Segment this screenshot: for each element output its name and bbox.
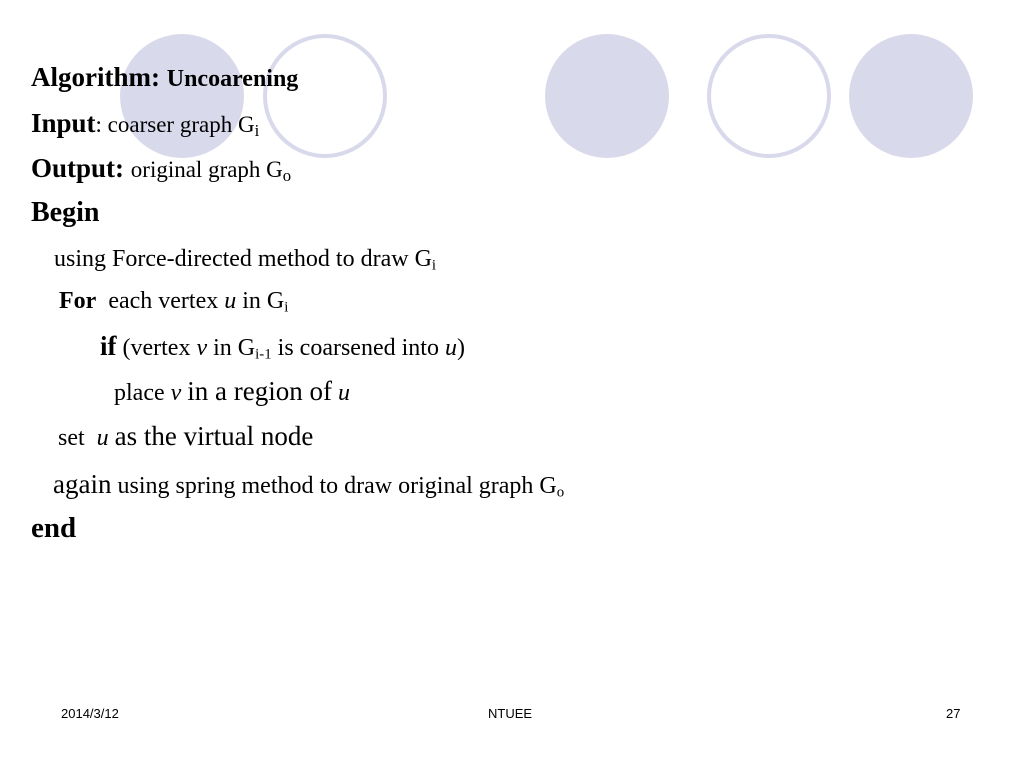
using-line (54, 246, 437, 274)
if-pre: (vertex (122, 335, 191, 361)
input-subscript: i (254, 121, 260, 141)
if-mid2: is coarsened into (277, 335, 439, 361)
again-text: using spring method to draw original graph G (117, 473, 557, 499)
for-post: in G (242, 288, 285, 314)
end-keyword: end (31, 512, 77, 544)
decor-ring-4 (707, 34, 831, 158)
again-line (53, 469, 565, 501)
decor-circle-3 (545, 34, 669, 158)
begin-keyword: Begin (31, 197, 100, 228)
using-subscript: i (431, 257, 437, 274)
algorithm-keyword: Algorithm: (31, 62, 160, 92)
output-line (31, 153, 292, 186)
using-text: using Force-directed method to draw G (54, 246, 432, 272)
set-var: u (96, 425, 109, 451)
set-pre: set (58, 425, 85, 451)
input-text: : coarser graph G (95, 112, 255, 137)
set-line (58, 423, 313, 450)
place-big: in a region of (187, 376, 332, 406)
for-pre: each vertex (108, 288, 219, 314)
place-pre: place (114, 380, 165, 406)
for-var: u (224, 288, 237, 314)
for-subscript: i (284, 299, 289, 316)
if-line (100, 331, 465, 363)
for-keyword: For (59, 288, 97, 314)
decor-circle-1 (120, 34, 244, 158)
for-line (59, 288, 289, 316)
if-var2: u (444, 335, 457, 361)
output-subscript: o (282, 166, 292, 186)
again-subscript: o (556, 484, 565, 501)
if-keyword: if (100, 331, 117, 361)
if-var1: v (196, 335, 208, 361)
if-mid1: in G (213, 335, 256, 361)
footer-center: NTUEE (488, 706, 533, 721)
output-keyword: Output: (31, 153, 125, 183)
page-number: 27 (946, 706, 961, 721)
input-line (31, 108, 260, 141)
output-text: original graph G (130, 157, 283, 182)
place-line (114, 378, 350, 405)
decor-circle-5 (849, 34, 973, 158)
again-big: again (53, 469, 112, 499)
place-var2: u (337, 380, 350, 406)
algorithm-title (31, 64, 298, 91)
set-big: as the virtual node (114, 421, 314, 451)
if-subscript: i-1 (255, 346, 272, 363)
place-var1: v (170, 380, 182, 406)
if-close: ) (456, 335, 465, 361)
footer-date: 2014/3/12 (61, 706, 119, 721)
algorithm-name: Uncoarening (166, 66, 299, 92)
decor-ring-2 (263, 34, 387, 158)
input-keyword: Input (31, 108, 96, 138)
